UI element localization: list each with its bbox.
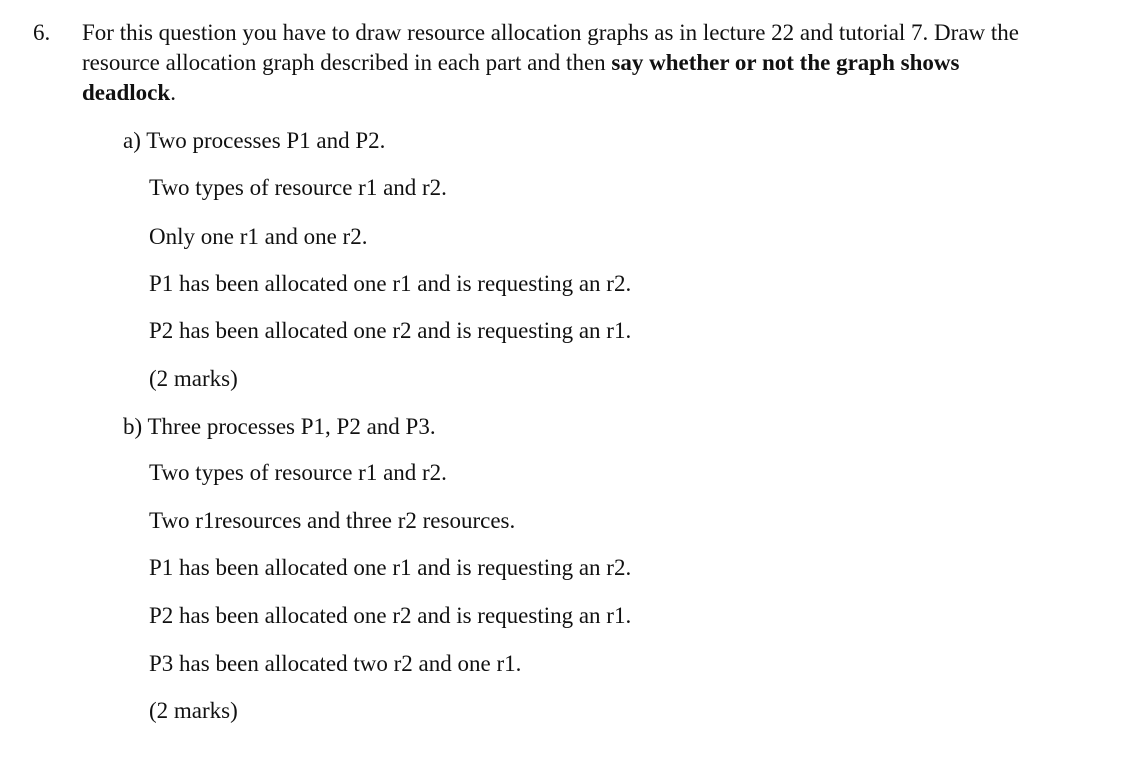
question-intro-text: For this question you have to draw resource allocation graphs as in lecture 22 and tutorial 7. Draw the resource allocation graph described in each part and then [82, 20, 1019, 75]
part-b-line-4: P2 has been allocated one r2 and is requesting an r1. [149, 603, 632, 628]
part-b-label: b) Three processes P1, P2 and P3. [123, 414, 436, 439]
part-b-marks: (2 marks) [149, 698, 238, 723]
part-a-marks: (2 marks) [149, 366, 238, 391]
question-intro-end: . [170, 80, 176, 105]
part-a-label: a) Two processes P1 and P2. [123, 128, 386, 153]
part-b-line-2: Two r1resources and three r2 resources. [149, 508, 516, 533]
part-a-line-1: Two types of resource r1 and r2. [149, 175, 447, 200]
question-intro-bold: say whether or not the graph shows deadlock [82, 50, 960, 105]
question-number: 6. [33, 20, 51, 45]
part-a-line-2: Only one r1 and one r2. [149, 224, 368, 249]
part-b-line-1: Two types of resource r1 and r2. [149, 460, 447, 485]
part-a-line-4: P2 has been allocated one r2 and is requesting an r1. [149, 318, 632, 343]
part-b-line-3: P1 has been allocated one r1 and is requesting an r2. [149, 555, 632, 580]
part-a-line-3: P1 has been allocated one r1 and is requesting an r2. [149, 271, 632, 296]
question-intro [82, 18, 1042, 108]
part-b-line-5: P3 has been allocated two r2 and one r1. [149, 651, 522, 676]
